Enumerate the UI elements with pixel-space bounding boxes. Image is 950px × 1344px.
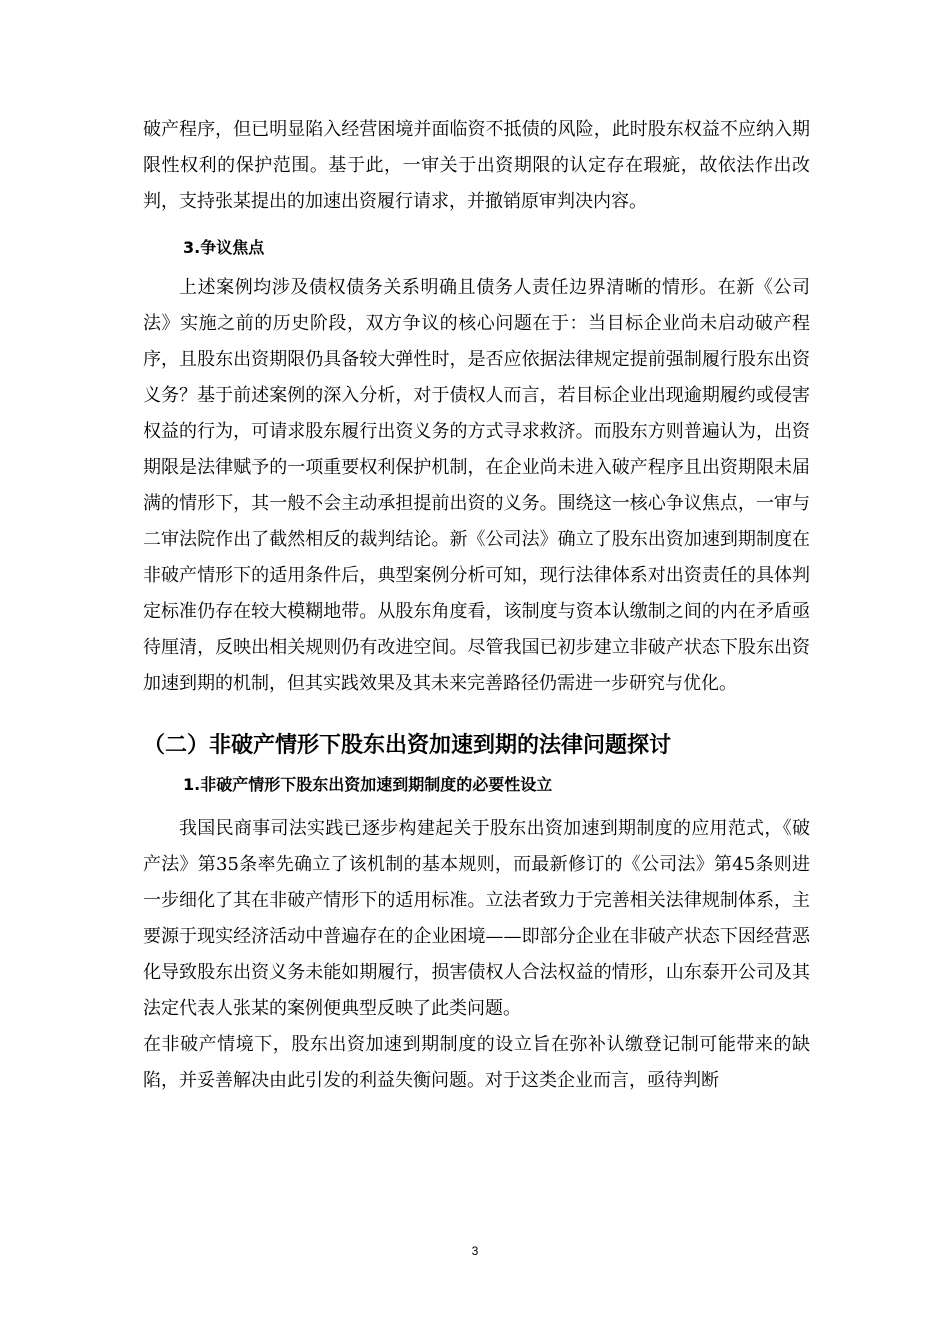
page-content (143, 112, 810, 1099)
page-number: 3 (471, 1244, 479, 1258)
section-1-paragraph: 我国民商事司法实践已逐步构建起关于股东出资加速到期制度的应用范式，《破产法》第35条率先确立了该机制的基本规则，而最新修订的《公司法》第45条则进一步细化了其在非破产情形下的适用标准。立法者致力于完善相关法律规制体系，主要源于现实经济活动中普遍存在的企业困境——即部分企业在非破产状态下因经营恶化导致股东出资义务未能如期履行，损害债权人合法权益的情形，山东泰开公司及其法定代表人张某的案例便典型反映了此类问题。 (143, 818, 810, 1019)
section-1-paragraph-continued: 在非破产情境下，股东出资加速到期制度的设立旨在弥补认缴登记制可能带来的缺陷，并妥善解决由此引发的利益失衡问题。对于这类企业而言，亟待判断 (143, 1034, 810, 1091)
section-1-heading: 1.非破产情形下股东出资加速到期制度的必要性设立 (183, 775, 553, 794)
section-3-paragraph: 上述案例均涉及债权债务关系明确且债务人责任边界清晰的情形。在新《公司法》实施之前的历史阶段，双方争议的核心问题在于：当目标企业尚未启动破产程序，且股东出资期限仍具备较大弹性时，是否应依据法律规定提前强制履行股东出资义务？基于前述案例的深入分析，对于债权人而言，若目标企业出现逾期履约或侵害权益的行为，可请求股东履行出资义务的方式寻求救济。而股东方则普遍认为，出资期限是法律赋予的一项重要权利保护机制，在企业尚未进入破产程序且出资期限未届满的情形下，其一般不会主动承担提前出资的义务。围绕这一核心争议焦点，一审与二审法院作出了截然相反的裁判结论。新《公司法》确立了股东出资加速到期制度在非破产情形下的适用条件后，典型案例分析可知，现行法律体系对出资责任的具体判定标准仍存在较大模糊地带。从股东角度看，该制度与资本认缴制之间的内在矛盾亟待厘清，反映出相关规则仍有改进空间。尽管我国已初步建立非破产状态下股东出资加速到期的机制，但其实践效果及其未来完善路径仍需进一步研究与优化。 (143, 277, 810, 694)
part-2-heading: （二）非破产情形下股东出资加速到期的法律问题探讨 (143, 733, 672, 758)
section-3-heading: 3.争议焦点 (183, 238, 265, 257)
intro-paragraph: 破产程序，但已明显陷入经营困境并面临资不抵债的风险，此时股东权益不应纳入期限性权利的保护范围。基于此，一审关于出资期限的认定存在瑕疵，故依法作出改判，支持张某提出的加速出资履行请求，并撤销原审判决内容。 (143, 119, 810, 212)
